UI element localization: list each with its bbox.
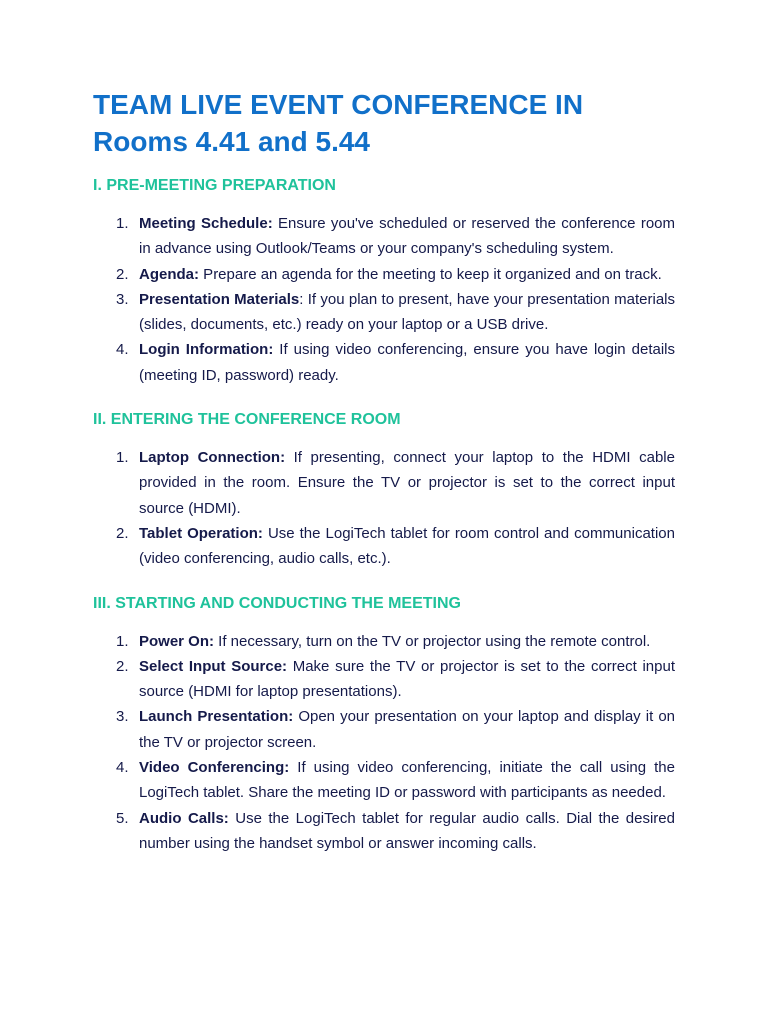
item-number: 1. — [116, 215, 129, 232]
list-item — [93, 287, 675, 338]
item-text: If using video conferencing, initiate the call using the LogiTech tablet. Share the meeting ID or password with participants as needed. — [139, 759, 675, 802]
item-label: Video Conferencing — [139, 759, 285, 777]
item-separator: : — [194, 265, 200, 283]
item-text: If presenting, connect your laptop to the HDMI cable provided in the room. Ensure the TV or projector is set to the correct input source (HDMI). — [139, 449, 675, 517]
item-separator: : — [267, 215, 273, 232]
list-item — [93, 262, 675, 287]
item-separator: : — [209, 632, 215, 650]
item-label: Tablet Operation — [139, 524, 258, 542]
item-label: Agenda — [139, 265, 195, 283]
item-number: 3. — [116, 290, 129, 308]
section-heading-entering-room: II. ENTERING THE CONFERENCE ROOM — [93, 411, 401, 429]
item-separator: : — [268, 341, 274, 359]
item-text: Use the LogiTech tablet for room control and communication (video conferencing, audio calls, etc.). — [139, 524, 675, 568]
entering-room-list — [93, 445, 675, 571]
conducting-meeting-list — [93, 629, 675, 857]
item-label: Audio Calls — [139, 809, 224, 827]
list-item — [93, 704, 675, 755]
item-separator: : — [282, 657, 288, 675]
item-number: 2. — [116, 657, 129, 675]
item-label: Power On — [139, 632, 210, 650]
item-text: If using video conferencing, ensure you have login details (meeting ID, password) ready. — [139, 341, 675, 384]
title-line-1: TEAM LIVE EVENT CONFERENCE IN — [93, 89, 584, 120]
item-separator: : — [288, 708, 294, 726]
item-number: 1. — [116, 632, 129, 650]
list-item — [93, 806, 675, 857]
title-line-2: Rooms 4.41 and 5.44 — [93, 126, 371, 157]
list-item — [93, 445, 675, 521]
item-text: Use the LogiTech tablet for regular audio calls. Dial the desired number using the handset symbol or answer incoming calls. — [139, 809, 675, 852]
item-number: 4. — [116, 341, 129, 359]
item-number: 1. — [116, 449, 129, 467]
item-text: Ensure you've scheduled or reserved the conference room in advance using Outlook/Teams or your company's scheduling system. — [139, 215, 675, 258]
list-item — [93, 755, 675, 806]
item-number: 2. — [116, 265, 129, 283]
item-label: Meeting Schedule — [139, 215, 268, 232]
list-item — [93, 337, 675, 388]
document-body — [93, 86, 675, 856]
section-heading-pre-meeting: I. PRE-MEETING PREPARATION — [93, 177, 336, 194]
document-title — [93, 86, 675, 160]
item-separator: : — [299, 290, 304, 308]
item-text: Prepare an agenda for the meeting to keep it organized and on track. — [199, 265, 662, 283]
item-separator: : — [257, 524, 263, 542]
pre-meeting-list — [93, 211, 675, 388]
item-separator: : — [284, 759, 290, 777]
item-separator: : — [280, 449, 286, 467]
item-number: 5. — [116, 809, 129, 827]
item-text: If you plan to present, have your presentation materials (slides, documents, etc.) ready on your laptop or a USB drive. — [139, 290, 675, 334]
item-label: Presentation Materials — [139, 290, 300, 308]
list-item — [93, 629, 675, 654]
item-text: Make sure the TV or projector is set to the correct input source (HDMI for laptop presentations). — [139, 657, 675, 701]
item-label: Laptop Connection — [139, 449, 281, 467]
item-separator: : — [223, 809, 229, 827]
item-text: Open your presentation on your laptop and display it on the TV or projector screen. — [139, 708, 676, 751]
item-text: If necessary, turn on the TV or projector using the remote control. — [214, 632, 651, 650]
section-heading-conducting-meeting: III. STARTING AND CONDUCTING THE MEETING — [93, 594, 461, 612]
item-number: 3. — [116, 708, 129, 726]
list-item — [93, 521, 675, 572]
item-label: Login Information — [139, 341, 269, 359]
item-label: Select Input Source — [139, 657, 283, 675]
item-number: 2. — [116, 524, 129, 542]
list-item — [93, 654, 675, 705]
item-number: 4. — [116, 759, 129, 777]
item-label: Launch Presentation — [139, 708, 289, 726]
list-item — [93, 211, 675, 262]
